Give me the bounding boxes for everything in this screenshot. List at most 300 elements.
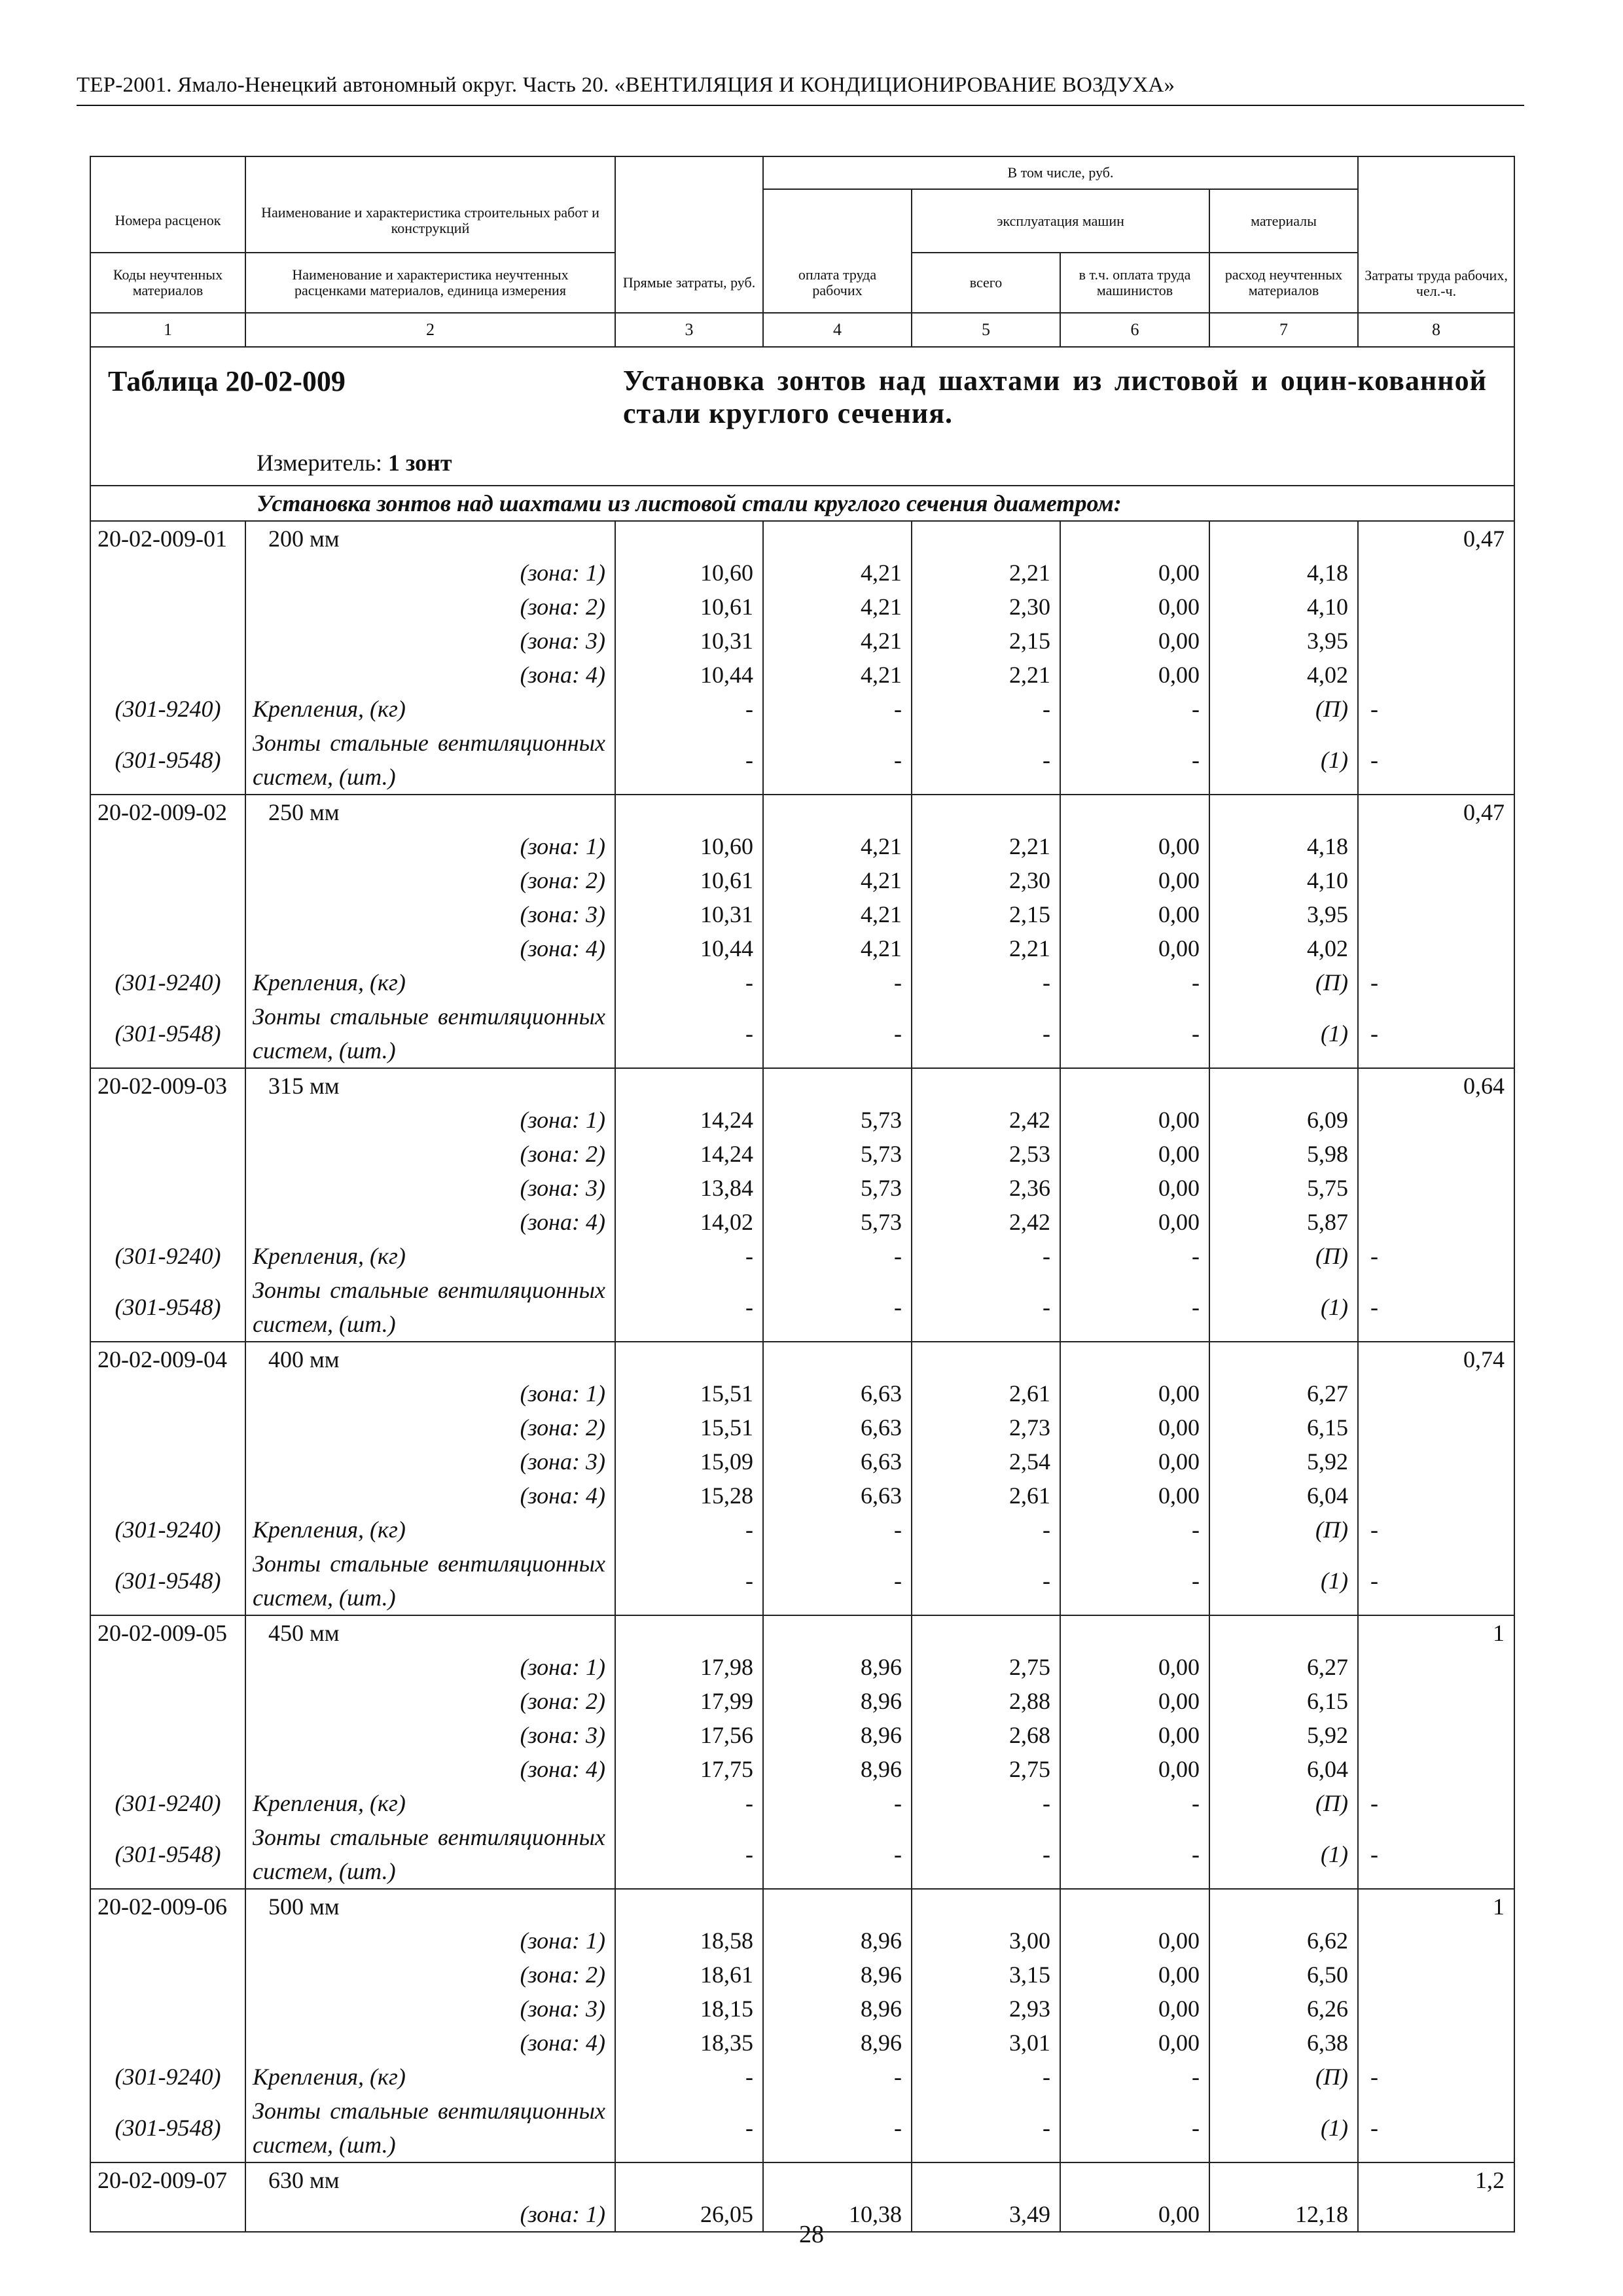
dash-value: - — [912, 999, 1060, 1068]
labor-cost: 0,47 — [1358, 521, 1514, 556]
zone-row — [90, 658, 1514, 692]
material-row — [90, 965, 1514, 999]
cost-value: 6,63 — [763, 1376, 912, 1410]
empty-cell — [912, 521, 1060, 556]
cost-value: 5,92 — [1209, 1718, 1358, 1752]
cost-value: 10,61 — [615, 863, 763, 897]
zone-row — [90, 1410, 1514, 1444]
dash-value: - — [1060, 965, 1209, 999]
cost-value: 6,63 — [763, 1444, 912, 1479]
material-code: (301-9240) — [90, 1513, 245, 1547]
material-row — [90, 1786, 1514, 1820]
empty-cell — [1060, 1615, 1209, 1650]
zone-row — [90, 1650, 1514, 1684]
header-direct-costs: Прямые затраты, руб. — [615, 253, 763, 313]
material-row — [90, 1273, 1514, 1342]
material-consumption: (П) — [1209, 1513, 1358, 1547]
rate-position-row — [90, 521, 1514, 556]
rate-position-row — [90, 1068, 1514, 1103]
dash-value: - — [1060, 1239, 1209, 1273]
cost-value: 2,68 — [912, 1718, 1060, 1752]
cost-value: 6,63 — [763, 1410, 912, 1444]
cost-value: 4,21 — [763, 897, 912, 931]
cost-value: 26,05 — [615, 2197, 763, 2232]
empty-cell — [1358, 931, 1514, 965]
zone-label: (зона: 2) — [245, 1684, 615, 1718]
cost-value: 18,15 — [615, 1992, 763, 2026]
empty-cell — [1209, 521, 1358, 556]
empty-cell — [90, 1103, 245, 1137]
dash-value: - — [763, 965, 912, 999]
cost-value: 4,21 — [763, 624, 912, 658]
cost-value: 2,42 — [912, 1205, 1060, 1239]
cost-value: 0,00 — [1060, 590, 1209, 624]
cost-value: 2,75 — [912, 1752, 1060, 1786]
dash-value: - — [1358, 965, 1514, 999]
cost-value: 5,73 — [763, 1171, 912, 1205]
cost-value: 8,96 — [763, 1650, 912, 1684]
empty-cell — [615, 521, 763, 556]
dash-value: - — [912, 1239, 1060, 1273]
zone-row — [90, 1992, 1514, 2026]
dash-value: - — [763, 1820, 912, 1889]
zone-row — [90, 624, 1514, 658]
col-number: 3 — [615, 313, 763, 347]
rate-code: 20-02-009-07 — [90, 2162, 245, 2197]
empty-cell — [615, 1615, 763, 1650]
empty-cell — [1358, 1171, 1514, 1205]
empty-cell — [1060, 1889, 1209, 1924]
zone-label: (зона: 4) — [245, 931, 615, 965]
header-incl: В том числе, руб. — [763, 156, 1358, 189]
cost-value: 17,99 — [615, 1684, 763, 1718]
cost-value: 10,60 — [615, 556, 763, 590]
material-row — [90, 1513, 1514, 1547]
empty-cell — [90, 2026, 245, 2060]
material-code: (301-9240) — [90, 2060, 245, 2094]
empty-cell — [912, 1615, 1060, 1650]
dash-value: - — [763, 1273, 912, 1342]
empty-cell — [90, 1205, 245, 1239]
cost-value: 10,44 — [615, 931, 763, 965]
header-labor-pay: оплата труда рабочих — [763, 253, 912, 313]
material-row — [90, 1820, 1514, 1889]
cost-value: 0,00 — [1060, 1752, 1209, 1786]
running-head: ТЕР-2001. Ямало-Ненецкий автономный округ. Часть 20. «ВЕНТИЛЯЦИЯ И КОНДИЦИОНИРОВАНИЕ ВОЗДУХА» — [77, 73, 1175, 97]
material-code: (301-9548) — [90, 1547, 245, 1615]
rate-name: 400 мм — [245, 1342, 615, 1376]
cost-value: 10,31 — [615, 897, 763, 931]
cost-value: 2,15 — [912, 624, 1060, 658]
cost-value: 0,00 — [1060, 1992, 1209, 2026]
empty-cell — [1358, 829, 1514, 863]
empty-cell — [1358, 1137, 1514, 1171]
cost-value: 2,30 — [912, 863, 1060, 897]
material-code: (301-9548) — [90, 1273, 245, 1342]
zone-row — [90, 863, 1514, 897]
empty-cell — [615, 1889, 763, 1924]
material-row — [90, 2060, 1514, 2094]
empty-cell — [1358, 624, 1514, 658]
empty-cell — [763, 795, 912, 829]
zone-row — [90, 1444, 1514, 1479]
table-number: Таблица 20-02-009 — [108, 365, 346, 397]
zone-label: (зона: 1) — [245, 829, 615, 863]
cost-value: 2,30 — [912, 590, 1060, 624]
empty-cell — [763, 1615, 912, 1650]
cost-value: 4,02 — [1209, 931, 1358, 965]
cost-value: 8,96 — [763, 1752, 912, 1786]
dash-value: - — [1060, 1820, 1209, 1889]
empty-cell — [90, 658, 245, 692]
cost-value: 14,24 — [615, 1137, 763, 1171]
zone-row — [90, 1752, 1514, 1786]
empty-cell — [1358, 1103, 1514, 1137]
dash-value: - — [1358, 2060, 1514, 2094]
material-name: Зонты стальные вентиляционных систем, (шт.) — [245, 1273, 615, 1342]
material-row — [90, 1239, 1514, 1273]
cost-value: 2,15 — [912, 897, 1060, 931]
dash-value: - — [615, 2094, 763, 2162]
cost-value: 0,00 — [1060, 2026, 1209, 2060]
cost-value: 0,00 — [1060, 1376, 1209, 1410]
empty-cell — [90, 1479, 245, 1513]
cost-value: 0,00 — [1060, 1684, 1209, 1718]
cost-value: 6,50 — [1209, 1958, 1358, 1992]
cost-value: 3,15 — [912, 1958, 1060, 1992]
cost-value: 6,38 — [1209, 2026, 1358, 2060]
section-subtitle-text: Установка зонтов над шахтами из листовой стали круглого сечения диаметром: — [257, 490, 1122, 516]
cost-value: 10,38 — [763, 2197, 912, 2232]
col-number: 7 — [1209, 313, 1358, 347]
rate-code: 20-02-009-02 — [90, 795, 245, 829]
zone-label: (зона: 4) — [245, 2026, 615, 2060]
material-name: Зонты стальные вентиляционных систем, (шт.) — [245, 999, 615, 1068]
cost-value: 0,00 — [1060, 1205, 1209, 1239]
header-empty-col3 — [615, 156, 763, 253]
dash-value: - — [1060, 692, 1209, 726]
header-machines: эксплуатация машин — [912, 189, 1209, 253]
empty-cell — [1358, 556, 1514, 590]
cost-value: 17,75 — [615, 1752, 763, 1786]
zone-label: (зона: 4) — [245, 658, 615, 692]
cost-value: 10,44 — [615, 658, 763, 692]
cost-value: 6,15 — [1209, 1684, 1358, 1718]
cost-value: 0,00 — [1060, 1958, 1209, 1992]
rate-name: 315 мм — [245, 1068, 615, 1103]
zone-row — [90, 1684, 1514, 1718]
empty-cell — [1358, 658, 1514, 692]
cost-value: 18,35 — [615, 2026, 763, 2060]
dash-value: - — [763, 2060, 912, 2094]
empty-cell — [763, 521, 912, 556]
empty-cell — [1358, 897, 1514, 931]
header-materials: материалы — [1209, 189, 1358, 253]
zone-row — [90, 590, 1514, 624]
dash-value: - — [615, 692, 763, 726]
cost-value: 5,73 — [763, 1137, 912, 1171]
empty-cell — [1358, 590, 1514, 624]
labor-cost: 0,47 — [1358, 795, 1514, 829]
dash-value: - — [763, 1513, 912, 1547]
zone-row — [90, 1205, 1514, 1239]
cost-value: 15,51 — [615, 1410, 763, 1444]
col-number: 6 — [1060, 313, 1209, 347]
cost-value: 15,28 — [615, 1479, 763, 1513]
material-code: (301-9240) — [90, 965, 245, 999]
material-consumption: (1) — [1209, 2094, 1358, 2162]
cost-value: 0,00 — [1060, 1137, 1209, 1171]
header-unacc-materials: Наименование и характеристика неучтенных расценками материалов, единица измерения — [245, 253, 615, 313]
material-row — [90, 1547, 1514, 1615]
cost-value: 8,96 — [763, 1684, 912, 1718]
empty-cell — [615, 795, 763, 829]
dash-value: - — [1060, 1513, 1209, 1547]
cost-value: 5,87 — [1209, 1205, 1358, 1239]
empty-cell — [912, 1068, 1060, 1103]
zone-row — [90, 1718, 1514, 1752]
empty-cell — [90, 1410, 245, 1444]
dash-value: - — [912, 2060, 1060, 2094]
empty-cell — [90, 1650, 245, 1684]
dash-value: - — [1358, 2094, 1514, 2162]
empty-cell — [1209, 1342, 1358, 1376]
cost-value: 3,49 — [912, 2197, 1060, 2232]
zone-row — [90, 2026, 1514, 2060]
material-code: (301-9548) — [90, 999, 245, 1068]
dash-value: - — [615, 1547, 763, 1615]
cost-value: 2,73 — [912, 1410, 1060, 1444]
rate-position-row — [90, 1342, 1514, 1376]
cost-value: 2,36 — [912, 1171, 1060, 1205]
page-number: 28 — [799, 2221, 824, 2248]
cost-value: 2,61 — [912, 1479, 1060, 1513]
section-subtitle — [90, 486, 1514, 521]
zone-row — [90, 931, 1514, 965]
dash-value: - — [763, 1547, 912, 1615]
empty-cell — [90, 624, 245, 658]
empty-cell — [763, 1068, 912, 1103]
header-cell-empty — [245, 156, 615, 189]
dash-value: - — [615, 1786, 763, 1820]
cost-value: 2,21 — [912, 658, 1060, 692]
header-materials-unacc: расход неучтенных материалов — [1209, 253, 1358, 313]
material-consumption: (П) — [1209, 965, 1358, 999]
material-row — [90, 726, 1514, 795]
header-rule — [77, 105, 1524, 106]
zone-label: (зона: 1) — [245, 1376, 615, 1410]
cost-value: 12,18 — [1209, 2197, 1358, 2232]
zone-row — [90, 1376, 1514, 1410]
header-labor-costs: Затраты труда рабочих, чел.-ч. — [1358, 156, 1514, 313]
dash-value: - — [1060, 999, 1209, 1068]
dash-value: - — [763, 1239, 912, 1273]
dash-value: - — [1060, 1273, 1209, 1342]
cost-value: 4,21 — [763, 590, 912, 624]
cost-value: 10,31 — [615, 624, 763, 658]
rate-name: 450 мм — [245, 1615, 615, 1650]
header-unacc-codes: Коды неучтенных материалов — [90, 253, 245, 313]
material-code: (301-9548) — [90, 1820, 245, 1889]
dash-value: - — [1358, 1513, 1514, 1547]
material-name: Крепления, (кг) — [245, 692, 615, 726]
empty-cell — [90, 1684, 245, 1718]
col-number: 8 — [1358, 313, 1514, 347]
material-name: Зонты стальные вентиляционных систем, (шт.) — [245, 726, 615, 795]
cost-value: 2,54 — [912, 1444, 1060, 1479]
dash-value: - — [615, 965, 763, 999]
cost-value: 3,01 — [912, 2026, 1060, 2060]
dash-value: - — [1358, 1273, 1514, 1342]
cost-value: 6,26 — [1209, 1992, 1358, 2026]
cost-value: 4,02 — [1209, 658, 1358, 692]
zone-label: (зона: 2) — [245, 1958, 615, 1992]
cost-value: 0,00 — [1060, 658, 1209, 692]
empty-cell — [1358, 863, 1514, 897]
empty-cell — [1358, 1718, 1514, 1752]
cost-value: 10,60 — [615, 829, 763, 863]
cost-value: 4,21 — [763, 658, 912, 692]
empty-cell — [90, 556, 245, 590]
cost-value: 4,21 — [763, 829, 912, 863]
cost-value: 2,21 — [912, 931, 1060, 965]
empty-cell — [90, 829, 245, 863]
cost-value: 0,00 — [1060, 1650, 1209, 1684]
cost-value: 4,21 — [763, 931, 912, 965]
cost-value: 8,96 — [763, 1718, 912, 1752]
cost-value: 17,56 — [615, 1718, 763, 1752]
material-name: Крепления, (кг) — [245, 1239, 615, 1273]
header-machines-total: всего — [912, 253, 1060, 313]
dash-value: - — [1060, 1786, 1209, 1820]
empty-cell — [1358, 1752, 1514, 1786]
header-works-name: Наименование и характеристика строительных работ и конструкций — [245, 189, 615, 253]
empty-cell — [90, 931, 245, 965]
empty-cell — [1060, 795, 1209, 829]
empty-cell — [90, 1924, 245, 1958]
dash-value: - — [1358, 726, 1514, 795]
material-consumption: (П) — [1209, 1786, 1358, 1820]
dash-value: - — [912, 965, 1060, 999]
empty-cell — [615, 1342, 763, 1376]
cost-value: 4,10 — [1209, 590, 1358, 624]
dash-value: - — [912, 2094, 1060, 2162]
empty-cell — [912, 2162, 1060, 2197]
zone-label: (зона: 1) — [245, 1924, 615, 1958]
col-number: 2 — [245, 313, 615, 347]
cost-value: 0,00 — [1060, 1171, 1209, 1205]
empty-cell — [1060, 2162, 1209, 2197]
material-name: Зонты стальные вентиляционных систем, (шт.) — [245, 1820, 615, 1889]
zone-label: (зона: 3) — [245, 624, 615, 658]
empty-cell — [1358, 1924, 1514, 1958]
dash-value: - — [763, 726, 912, 795]
empty-cell — [90, 1376, 245, 1410]
dash-value: - — [1060, 1547, 1209, 1615]
labor-cost: 0,64 — [1358, 1068, 1514, 1103]
empty-cell — [90, 1444, 245, 1479]
labor-cost: 1 — [1358, 1889, 1514, 1924]
material-consumption: (1) — [1209, 999, 1358, 1068]
material-name: Крепления, (кг) — [245, 965, 615, 999]
cost-value: 13,84 — [615, 1171, 763, 1205]
cost-value: 0,00 — [1060, 897, 1209, 931]
cost-value: 15,09 — [615, 1444, 763, 1479]
material-row — [90, 2094, 1514, 2162]
zone-label: (зона: 3) — [245, 897, 615, 931]
cost-value: 2,61 — [912, 1376, 1060, 1410]
col-number: 4 — [763, 313, 912, 347]
rate-code: 20-02-009-04 — [90, 1342, 245, 1376]
cost-value: 8,96 — [763, 2026, 912, 2060]
header-cell-empty — [763, 189, 912, 221]
dash-value: - — [912, 1547, 1060, 1615]
empty-cell — [1358, 1205, 1514, 1239]
dash-value: - — [912, 1273, 1060, 1342]
empty-cell — [90, 897, 245, 931]
table-title: Установка зонтов над шахтами из листовой и оцин-кованной стали круглого сечения. — [623, 365, 1487, 429]
empty-cell — [1358, 1684, 1514, 1718]
cost-value: 0,00 — [1060, 2197, 1209, 2232]
meter-value: 1 зонт — [387, 450, 452, 476]
labor-cost: 1 — [1358, 1615, 1514, 1650]
empty-cell — [1358, 1958, 1514, 1992]
rate-name: 500 мм — [245, 1889, 615, 1924]
rate-code: 20-02-009-03 — [90, 1068, 245, 1103]
labor-cost: 0,74 — [1358, 1342, 1514, 1376]
cost-value: 0,00 — [1060, 556, 1209, 590]
cost-value: 4,21 — [763, 556, 912, 590]
empty-cell — [615, 1068, 763, 1103]
cost-value: 4,10 — [1209, 863, 1358, 897]
cost-value: 5,92 — [1209, 1444, 1358, 1479]
cost-value: 5,75 — [1209, 1171, 1358, 1205]
material-row — [90, 692, 1514, 726]
cost-value: 6,63 — [763, 1479, 912, 1513]
rates-table — [90, 156, 1515, 2233]
dash-value: - — [763, 999, 912, 1068]
material-consumption: (1) — [1209, 1547, 1358, 1615]
zone-row — [90, 1137, 1514, 1171]
cost-value: 3,00 — [912, 1924, 1060, 1958]
cost-value: 5,98 — [1209, 1137, 1358, 1171]
dash-value: - — [912, 1513, 1060, 1547]
zone-label: (зона: 4) — [245, 1752, 615, 1786]
empty-cell — [1358, 1410, 1514, 1444]
zone-label: (зона: 3) — [245, 1718, 615, 1752]
empty-cell — [90, 1171, 245, 1205]
zone-row — [90, 1171, 1514, 1205]
zone-label: (зона: 4) — [245, 1479, 615, 1513]
cost-value: 0,00 — [1060, 1924, 1209, 1958]
dash-value: - — [615, 1239, 763, 1273]
cost-value: 6,04 — [1209, 1479, 1358, 1513]
cost-value: 5,73 — [763, 1205, 912, 1239]
dash-value: - — [763, 692, 912, 726]
empty-cell — [90, 1958, 245, 1992]
material-consumption: (П) — [1209, 1239, 1358, 1273]
empty-cell — [1358, 1376, 1514, 1410]
cost-value: 0,00 — [1060, 1103, 1209, 1137]
empty-cell — [90, 863, 245, 897]
dash-value: - — [1358, 1786, 1514, 1820]
rate-position-row — [90, 1889, 1514, 1924]
dash-value: - — [1060, 726, 1209, 795]
material-consumption: (1) — [1209, 1820, 1358, 1889]
zone-label: (зона: 1) — [245, 556, 615, 590]
dash-value: - — [912, 726, 1060, 795]
empty-cell — [90, 1752, 245, 1786]
